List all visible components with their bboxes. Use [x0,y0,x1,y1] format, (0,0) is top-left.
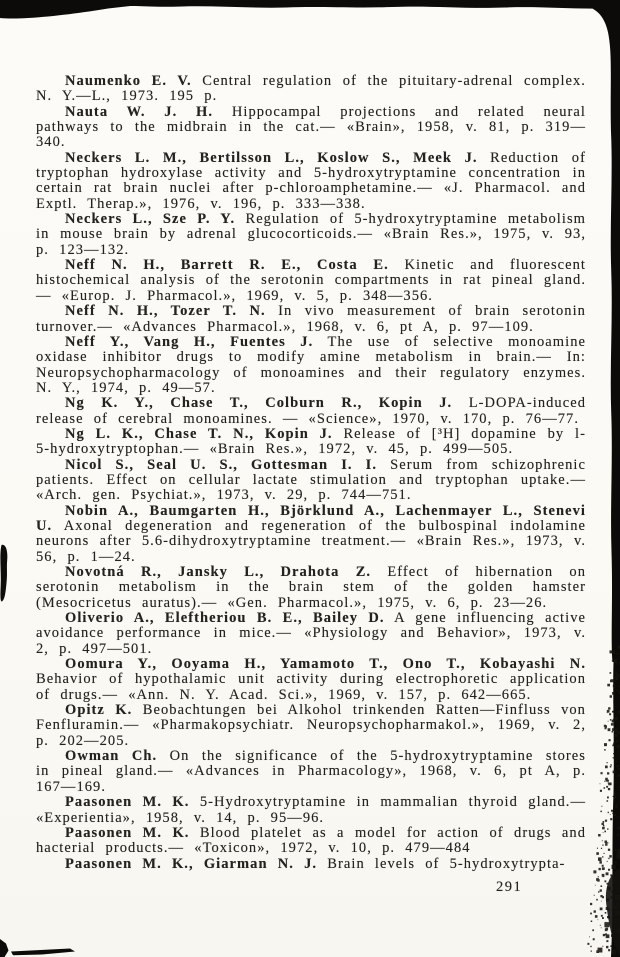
reference-text: The use of selective monoamine oxidase inhibitor drugs to modify amine metabolism in brain.— In: Neuropsychopharmacology of monoamines and their regulatory enzymes. N. Y., 1974, p. 49—57. [36,333,586,396]
scan-artifact-speckles [587,646,620,955]
reference-entry [36,258,586,304]
scan-artifact-right-edge-lower [611,662,620,957]
reference-text: L-DOPA-induced release of cerebral monoamines. — «Science», 1970, v. 170, p. 76—77. [36,395,586,427]
bibliography-text [36,74,586,872]
scan-artifact-bottom-left-blob [0,939,9,957]
scan-artifact-top-edge [0,0,620,19]
reference-entry [36,427,586,458]
reference-authors: Nobin A., Baumgarten H., Björklund A., Lachenmayer L., Stenevi U. [36,502,586,534]
page-number: 291 [496,879,523,895]
reference-authors: Oliverio A., Eleftheriou B. E., Bailey D. [65,610,385,627]
reference-entry [36,74,586,105]
reference-authors: Neff N. H., Tozer T. N. [65,303,266,320]
reference-authors: Naumenko E. V. [65,73,192,89]
reference-entry [36,151,586,212]
reference-authors: Paasonen M. K. [65,824,190,841]
reference-authors: Novotná R., Jansky L., Drahota Z. [65,564,372,580]
reference-authors: Paasonen M. K. [65,794,190,811]
reference-entry [36,857,586,872]
reference-entry [36,795,586,826]
reference-text: Blood platelet as a model for action of drugs and hacterial products.— «Toxicon», 1972, v. 10, p. 479—484 [36,824,586,857]
reference-entry [36,611,586,657]
reference-text: A gene influencing active avoidance performance in mice.— «Physiology and Behavior», 1973, v. 2, p. 497—501. [36,610,586,657]
reference-entry [36,212,586,258]
scan-artifact-corner-blob [606,868,620,956]
reference-entry [36,105,586,151]
reference-text: 5-Hydroxytryptamine in mammalian thyroid gland.— «Experientia», 1958, v. 14, p. 95—96. [36,794,586,826]
reference-authors: Neff Y., Vang H., Fuentes J. [65,333,314,350]
reference-entry [36,565,586,611]
reference-entry [36,504,586,565]
reference-entry [36,703,586,749]
reference-authors: Neckers L. M., Bertilsson L., Koslow S., Meek J. [65,149,478,166]
reference-text: On the significance of the 5-hydroxytryptamine stores in pineal gland.— «Advances in Pharmacology», 1968, v. 6, pt A, p. 167—169. [36,748,586,795]
reference-authors: Paasonen M. K., Giarman N. J. [65,855,318,872]
reference-text: Beobachtungen bei Alkohol trinkenden Ratten—Finfluss von Fenfluramin.— «Pharmakopsychiatr. Neuropsychopharmakol.», 1969, v. 2, p. 202—205. [36,702,586,749]
reference-authors: Opitz K. [65,702,133,719]
reference-text: Regulation of 5-hydroxytryptamine metabolism in mouse brain by adrenal glucocorticoids.— «Brain Res.», 1975, v. 93, p. 123—132. [36,211,586,258]
scan-artifact-right-edge [588,0,620,662]
reference-entry [36,396,586,427]
reference-authors: Nauta W. J. H. [65,103,214,120]
reference-authors: Neckers L., Sze P. Y. [65,211,236,228]
reference-entry [36,657,586,703]
reference-entry [36,335,586,396]
reference-entry [36,304,586,335]
reference-authors: Nicol S., Seal U. S., Gottesman I. I. [65,456,378,473]
reference-text: Serum from schizophrenic patients. Effect on cellular lactate stimulation and tryptophan uptake.— «Arch. gen. Psychiat.», 1973, v. 29, p. 744—751. [36,456,586,504]
reference-text: Brain levels of 5-hydroxytrypta- [327,855,566,872]
scan-artifact-left-blob [0,545,7,602]
reference-text: Behavior of hypothalamic unit activity during electrophoretic application of drugs.— «Ann. N. Y. Acad. Sci.», 1969, v. 157, p. 642—665. [36,671,586,703]
reference-authors: Ng L. K., Chase T. N., Kopin J. [65,425,333,442]
reference-text: Central regulation of the pituitary-adrenal complex. N. Y.—L., 1973. 195 p. [36,73,586,105]
reference-text: Axonal degeneration and regeneration of the bulbospinal indolamine neurons after 5.6-dihydroxytryptamine treatment.— «Brain Res.», 1973, v. 56, p. 1—24. [36,517,587,565]
reference-text: Release of [³H] dopamine by l-5-hydroxytryptophan.— «Brain Res.», 1972, v. 45, p. 499—505. [36,425,586,458]
reference-entry [36,458,586,504]
reference-authors: Neff N. H., Barrett R. E., Costa E. [65,257,389,274]
reference-text: Reduction of tryptophan hydroxylase activity and 5-hydroxytryptamine concentration in certain rat brain nuclei after p-chloroamphetamine.— «J. Pharmacol. and Exptl. Therap.», 1976, v. 196, p. 333—338. [36,149,586,212]
reference-entry [36,826,586,857]
scan-artifact-bottom-left-streak [11,949,75,956]
reference-authors: Ng K. Y., Chase T., Colburn R., Kopin J. [65,395,453,412]
reference-text: Effect of hibernation on serotonin metabolism in the brain stem of the golden hamster (Mesocricetus auratus).— «Gen. Pharmacol.», 1975, v. 6, p. 23—26. [36,564,586,611]
reference-text: In vivo measurement of brain serotonin turnover.— «Advances Pharmacol.», 1968, v. 6, pt A, p. 97—109. [36,303,586,335]
reference-authors: Owman Ch. [65,748,158,765]
reference-entry [36,749,586,795]
reference-authors: Oomura Y., Ooyama H., Yamamoto T., Ono T., Kobayashi N. [65,656,586,673]
reference-text: Kinetic and fluorescent histochemical analysis of the serotonin compartments in rat pineal gland.— «Europ. J. Pharmacol.», 1969, v. 5, p. 348—356. [36,257,586,304]
reference-text: Hippocampal projections and related neural pathways to the midbrain in the cat.— «Brain», 1958, v. 81, p. 319—340. [36,103,586,151]
